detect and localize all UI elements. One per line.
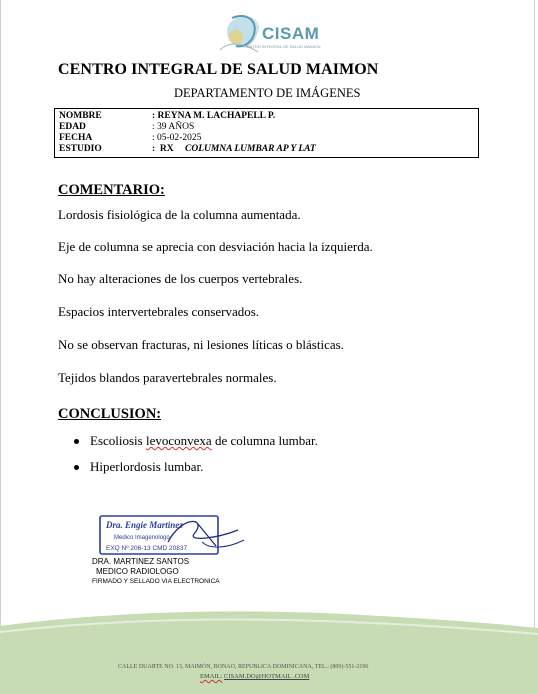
bullet-icon (74, 439, 79, 444)
comment-line: Lordosis fisiológica de la columna aumentada. (58, 207, 301, 222)
study-value: COLUMNA LUMBAR AP Y LAT (185, 144, 316, 154)
comment-line: No se observan fracturas, ni lesiones líticas o blásticas. (58, 337, 344, 352)
misspelled-word: levoconvexa (145, 433, 212, 448)
age-label: EDAD (59, 122, 86, 132)
study-label: ESTUDIO (59, 144, 102, 154)
footer-wave (0, 606, 538, 694)
patient-info-box (54, 108, 479, 158)
department-title: DEPARTAMENTO DE IMÁGENES (174, 86, 361, 100)
signature-stamp (98, 512, 248, 558)
doctor-role: MEDICO RADIOLOGO (96, 567, 179, 576)
age-value: : 39 AÑOS (152, 122, 195, 132)
conclusion-heading: CONCLUSION: (58, 406, 162, 422)
comment-line: Tejidos blandos paravertebrales normales. (58, 370, 277, 385)
name-label: NOMBRE (59, 111, 102, 121)
name-value: : REYNA M. LACHAPELL P. (152, 111, 276, 121)
comment-line: Eje de columna se aprecia con desviación hacia la izquierda. (58, 239, 373, 254)
stamp-exequatur: EXQ Nº 206-13 CMD 20837 (106, 545, 188, 552)
conclusion-item-text: Hiperlordosis lumbar. (90, 459, 204, 474)
page-left-edge (0, 0, 1, 694)
conclusion-item-text: Escoliosis levoconvexa de columna lumbar. (90, 433, 318, 448)
signature-note: FIRMADO Y SELLADO VIA ELECTRONICA (92, 578, 220, 585)
page-right-edge (534, 0, 535, 694)
comment-line: Espacios intervertebrales conservados. (58, 304, 260, 319)
stamp-role: Medico Imagenologo (114, 535, 170, 541)
study-prefix: : RX (152, 144, 174, 154)
bullet-icon (74, 465, 79, 470)
stamp-doctor-name: Dra. Engie Martinez (106, 520, 183, 530)
date-label: FECHA (59, 133, 93, 143)
comment-line: No hay alteraciones de los cuerpos vertebrales. (58, 271, 303, 286)
date-value: : 05-02-2025 (152, 133, 202, 143)
page-title: CENTRO INTEGRAL DE SALUD MAIMON (58, 61, 379, 78)
comment-heading: COMENTARIO: (58, 182, 165, 198)
footer-address: CALLE DUARTE NO. 13, MAIMÓN, BONAO, REPUBLICA DOMINICANA, TEL.: (809)-551-2196 (118, 664, 369, 670)
footer-email: EMAIL: CISAM.DO@HOTMAIL .COM (200, 673, 310, 680)
doctor-name: DRA. MARTINEZ SANTOS (92, 557, 190, 566)
logo-text: CISAM (262, 24, 320, 43)
logo-subtitle: CENTRO INTEGRAL DE SALUD MAIMON (244, 44, 321, 49)
